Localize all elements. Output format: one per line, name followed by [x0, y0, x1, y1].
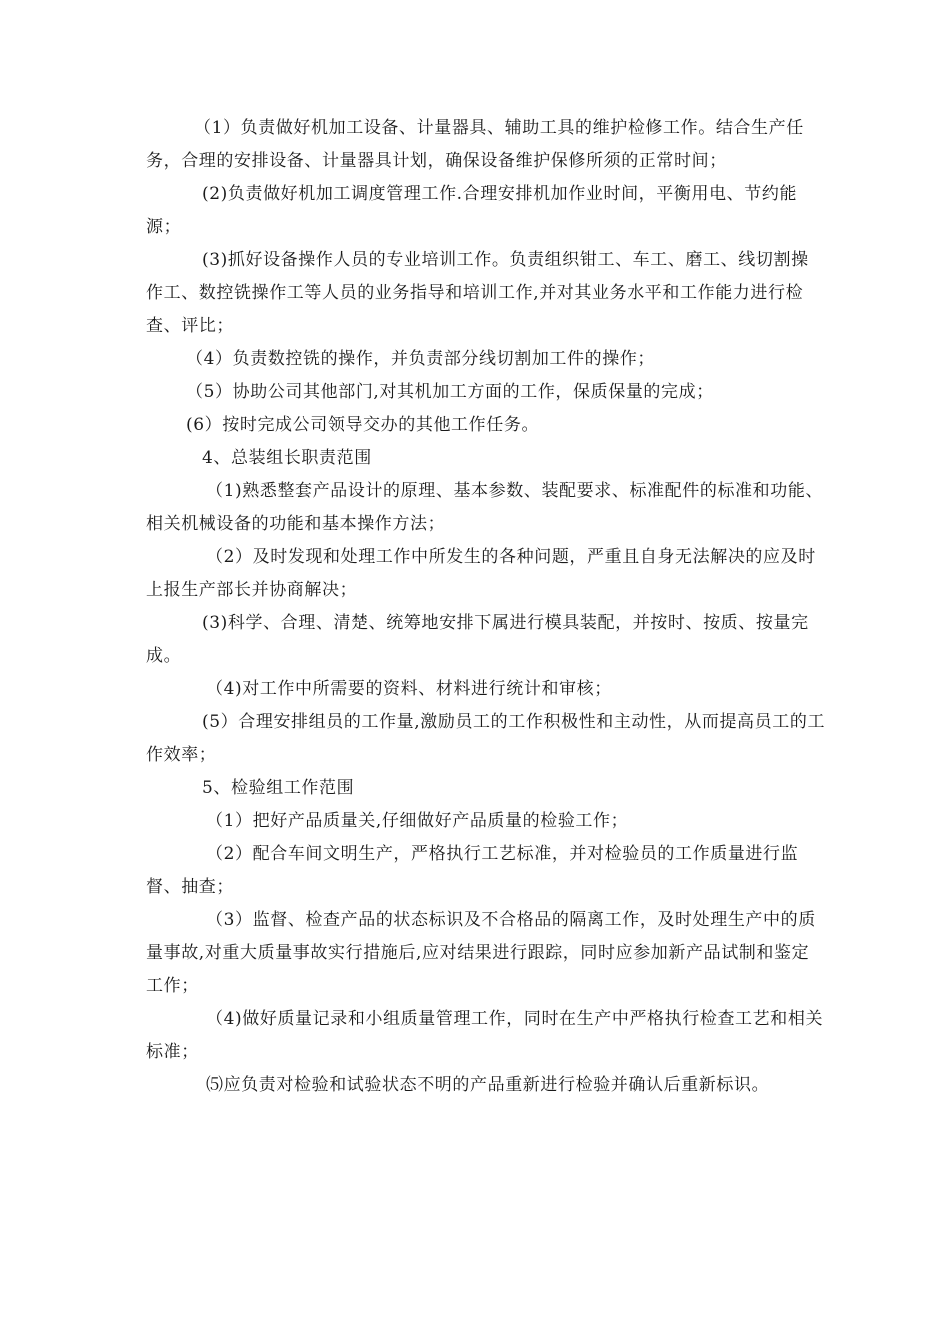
section-heading-inspection: 5、检验组工作范围 [202, 778, 355, 798]
paragraph-machining-6: (6）按时完成公司领导交办的其他工作任务。 [186, 415, 540, 435]
document-body [146, 112, 826, 1102]
paragraph-assembly-3: (3)科学、合理、清楚、统筹地安排下属进行模具装配，并按时、按质、按量完成。 [146, 613, 809, 666]
paragraph-inspection-4: （4)做好质量记录和小组质量管理工作，同时在生产中严格执行检查工艺和相关标准； [146, 1009, 824, 1062]
paragraph-assembly-2: （2）及时发现和处理工作中所发生的各种问题，严重且自身无法解决的应及时上报生产部长并协商解决； [146, 547, 816, 600]
section-heading-assembly: 4、总装组长职责范围 [202, 448, 372, 468]
paragraph-inspection-2: （2）配合车间文明生产，严格执行工艺标准，并对检验员的工作质量进行监督、抽查； [146, 844, 799, 897]
paragraph-machining-3: (3)抓好设备操作人员的专业培训工作。负责组织钳工、车工、磨工、线切割操作工、数控铣操作工等人员的业务指导和培训工作,并对其业务水平和工作能力进行检查、评比； [146, 250, 809, 336]
paragraph-machining-4: （4）负责数控铣的操作，并负责部分线切割加工件的操作； [186, 349, 656, 369]
paragraph-assembly-5: (5）合理安排组员的工作量,激励员工的工作积极性和主动性，从而提高员工的工作效率； [146, 712, 826, 765]
paragraph-machining-2: (2)负责做好机加工调度管理工作.合理安排机加作业时间，平衡用电、节约能源； [146, 184, 798, 237]
paragraph-inspection-1: （1）把好产品质量关,仔细做好产品质量的检验工作； [206, 811, 629, 831]
paragraph-machining-1: （1）负责做好机加工设备、计量器具、辅助工具的维护检修工作。结合生产任务，合理的安排设备、计量器具计划，确保设备维护保修所须的正常时间； [146, 118, 804, 171]
paragraph-assembly-4: （4)对工作中所需要的资料、材料进行统计和审核； [206, 679, 612, 699]
paragraph-assembly-1: （1)熟悉整套产品设计的原理、基本参数、装配要求、标准配件的标准和功能、相关机械设备的功能和基本操作方法； [146, 481, 824, 534]
paragraph-inspection-5: ⑸应负责对检验和试验状态不明的产品重新进行检验并确认后重新标识。 [206, 1075, 770, 1095]
paragraph-inspection-3: （3）监督、检查产品的状态标识及不合格品的隔离工作，及时处理生产中的质量事故,对重大质量事故实行措施后,应对结果进行跟踪，同时应参加新产品试制和鉴定工作； [146, 910, 816, 996]
paragraph-machining-5: （5）协助公司其他部门,对其机加工方面的工作，保质保量的完成； [186, 382, 714, 402]
